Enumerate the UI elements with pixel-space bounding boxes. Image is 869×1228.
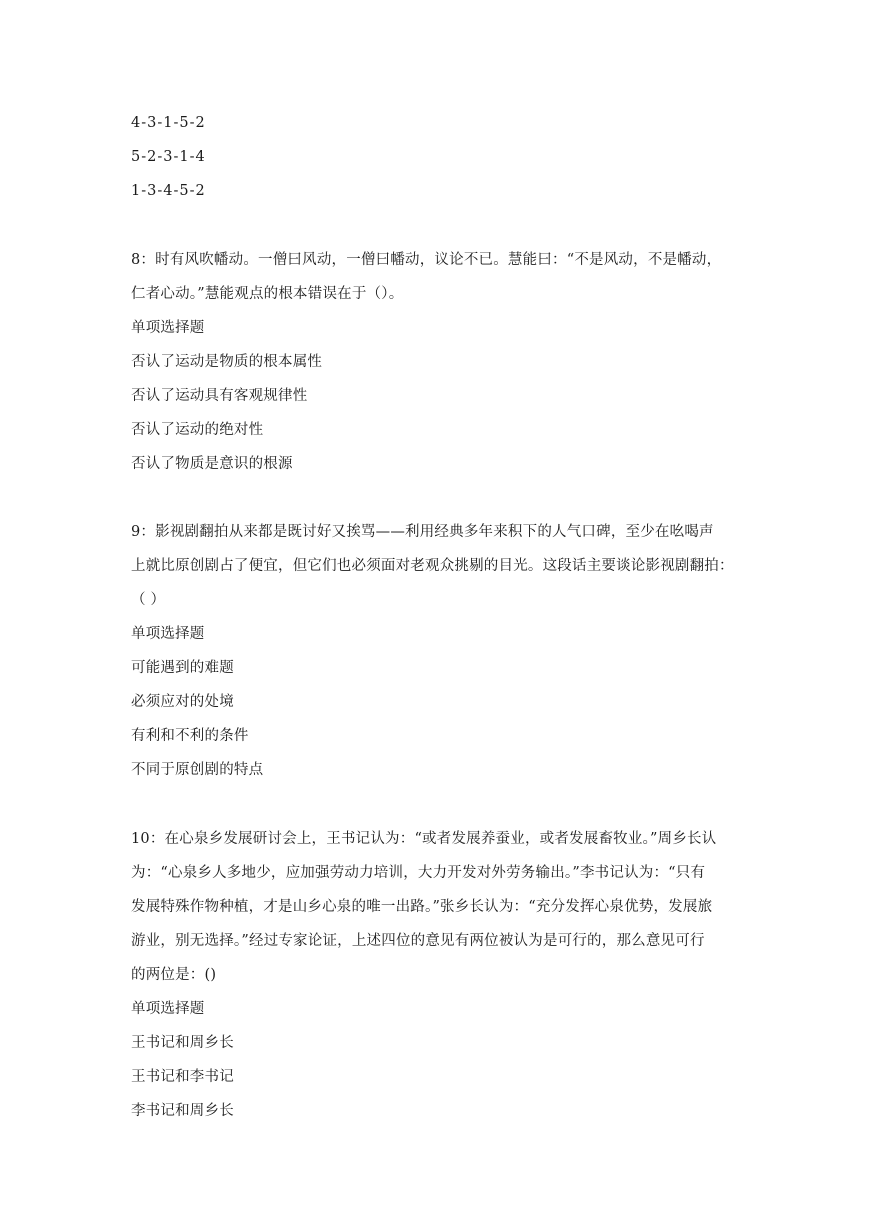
question-8-stem: 8：时有风吹幡动。一僧曰风动，一僧曰幡动，议论不已。慧能曰：“不是风动，不是幡动，	[131, 252, 722, 268]
question-8-stem: 仁者心动。”慧能观点的根本错误在于（）。	[131, 286, 404, 302]
question-9-stem: 上就比原创剧占了便宜，但它们也必须面对老观众挑剔的目光。这段话主要谈论影视剧翻拍：	[131, 558, 734, 574]
question-8-option: 否认了运动的绝对性	[131, 422, 264, 438]
question-8-type: 单项选择题	[131, 320, 205, 336]
question-8-option: 否认了运动是物质的根本属性	[131, 354, 323, 370]
question-9-option: 可能遇到的难题	[131, 660, 234, 676]
question-10-type: 单项选择题	[131, 1001, 205, 1017]
question-9-type: 单项选择题	[131, 626, 205, 642]
question-10-stem: 为：“心泉乡人多地少，应加强劳动力培训，大力开发对外劳务输出。”李书记认为：“只有	[131, 865, 706, 881]
prev-option: 1-3-4-5-2	[131, 183, 206, 199]
question-10-option: 李书记和周乡长	[131, 1103, 234, 1119]
question-10-stem: 发展特殊作物种植，才是山乡心泉的唯一出路。”张乡长认为：“充分发挥心泉优势，发展旅	[131, 899, 713, 915]
prev-option: 4-3-1-5-2	[131, 115, 206, 131]
question-9-option: 有利和不利的条件	[131, 728, 249, 744]
question-9-option: 不同于原创剧的特点	[131, 762, 264, 778]
question-10-stem: 10：在心泉乡发展研讨会上，王书记认为：“或者发展养蚕业，或者发展畜牧业。”周乡长认	[131, 831, 717, 847]
question-10-option: 王书记和周乡长	[131, 1035, 234, 1051]
question-9-stem: 9：影视剧翻拍从来都是既讨好又挨骂——利用经典多年来积下的人气口碑，至少在吆喝声	[131, 524, 714, 540]
question-9-stem: （ ）	[131, 592, 166, 608]
question-8-option: 否认了运动具有客观规律性	[131, 388, 308, 404]
question-8-option: 否认了物质是意识的根源	[131, 456, 293, 472]
question-10-option: 王书记和李书记	[131, 1069, 234, 1085]
prev-option: 5-2-3-1-4	[131, 149, 206, 165]
question-10-stem: 游业，别无选择。”经过专家论证，上述四位的意见有两位被认为是可行的，那么意见可行	[131, 933, 705, 949]
question-10-stem: 的两位是：()	[131, 967, 217, 983]
question-9-option: 必须应对的处境	[131, 694, 234, 710]
